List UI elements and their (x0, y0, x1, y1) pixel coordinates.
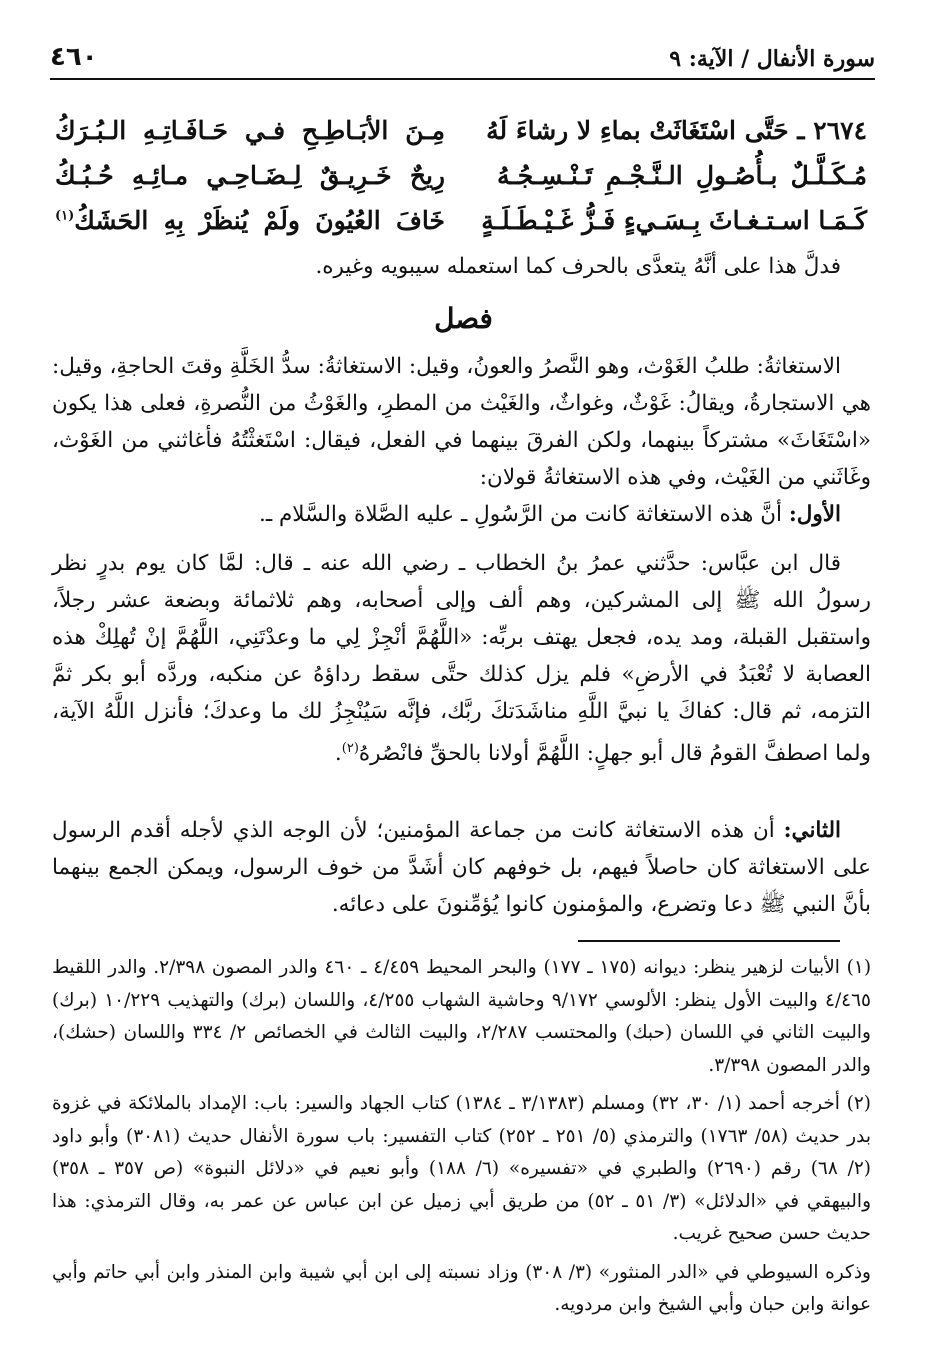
footnote-divider (578, 940, 840, 942)
verse-3-hemistich-1: كَـمَـا اسـتـغـاثَ بِـسَـيءٍ فَـزُّ غَـيْـطَـلَـةٍ (481, 206, 867, 235)
hadith-text: قال ابن عبَّاس: حدَّثني عمرُ بنُ الخطاب ـ رضي الله عنه ـ قال: لمَّا كان يوم بدرٍ نظر رسولُ الله ﷺ إلى المشركين، وهم ألف وإلى أصحابه، وهم ثلاثمائة وبضعة عشر رجلاً، واستقبل القبلة، ومد يده، فجعل يهتف بربِّه: «اللَّهُمَّ أنْجِزْ لِي ما وعدْتَنِي، اللَّهُمَّ إنْ تُهلِكْ هذه العصابة لا تُعْبَدُ في الأرضِ» فلم يزل كذلك حتَّى سقط رداؤهُ عن منكبه، وردَّه أبو بكر ثمَّ التزمه، ثم قال: كفاكَ يا نبيَّ اللَّهِ مناشَدَتكَ ربَّك، فإنَّه سَيُنْجِزُ لك ما وعدكَ؛ فأنزل اللَّهُ الآية، ولما اصطفَّ القومُ قال أبو جهلٍ: اللَّهُمَّ أولانا بالحقِّ فانْصُرهُ (52, 551, 871, 767)
after-poem-paragraph (52, 248, 871, 285)
section-1 (52, 348, 871, 533)
section-1-text: الاستغاثةُ: طلبُ الغَوْث، وهو النَّصرُ والعونُ، وقيل: الاستغاثةُ: سدُّ الخَلَّةِ وقتَ الحاجةِ، وقيل: هي الاستجارةُ، ويقالُ: غَوْثٌ، وغواثٌ، والغَيْث من المطرِ، والغَوْثُ من النُّصرةِ، فعلى هذا يكون «اسْتَغَاثَ» مشتركاً بينهما، ولكن الفرقَ بينهما في الفعل، فيقال: اسْتَغثْتُهُ فأغاثني من الغَوْث، وغَاثَني من الغَيْث، وفي هذه الاستغاثةُ قولان: (51, 354, 871, 490)
footnote-2-continued: وذكره السيوطي في «الدر المنثور» (٣/ ٣٠٨) وزاد نسبته إلى ابن أبي شيبة وابن المنذر وابن أبي حاتم وأبي عوانة وابن حبان وأبي الشيخ وابن مردويه. (52, 1261, 871, 1315)
first-opinion-text: أنَّ هذه الاستغاثة كانت من الرَّسُولِ ـ عليه الصَّلاة والسَّلام ـ. (259, 502, 789, 527)
verse-2-hemistich-1: مُـكَـلَّـلٌ بـأُصُـولِ الـنَّـجْـمِ تَـنْـسِـجُـهُ (497, 161, 867, 190)
poem-block (55, 108, 867, 243)
running-header (50, 40, 875, 80)
footnote-ref-1: (١) (55, 208, 75, 224)
verse-1 (55, 108, 867, 153)
second-opinion-text: أن هذه الاستغاثة كانت من جماعة المؤمنين؛ لأن الوجه الذي لأجله أقدم الرسول على الاستغاثة كان حاصلاً فيهم، بل خوفهم كان أشَدَّ من خوف الرسول، ويمكن الجمع بينهما بأنَّ النبي ﷺ دعا وتضرع، والمؤمنون كانوا يُؤمِّنونَ على دعائه. (52, 818, 871, 917)
page-number: ٤٦٠ (50, 42, 98, 72)
second-opinion-label: الثاني: (783, 818, 841, 843)
footnote-ref-2: (٢) (341, 741, 359, 756)
verse-3-hemistich-2-wrap (55, 206, 445, 235)
footnote-1: (١) الأبيات لزهير ينظر: ديوانه (١٧٥ ـ ١٧٧) والبحر المحيط ٤/٤٥٩ ـ ٤٦٠ والدر المصون ٢/٣٩٨. والدر اللقيط ٤/٤٦٥ والبيت الأول ينظر: الألوسي ٩/١٧٢ وحاشية الشهاب ٤/٢٥٥، واللسان (برك) والتهذيب ١٠/٢٢٩ (برك) والبيت الثاني في اللسان (حبك) والمحتسب ٢/٢٨٧، والبيت الثالث في الخصائص ٢/ ٣٣٤ واللسان (حشك)، والدر المصون ٣/٣٩٨. (52, 957, 872, 1076)
section-2 (52, 545, 871, 772)
verse-1-hemistich-2: مِـنَ الأبَـاطِـحِ فـي حَـافَـاتِـهِ الـبُـرَكُ (55, 116, 445, 145)
surah-title: سورة الأنفال / الآية: ٩ (669, 46, 875, 72)
section-3 (52, 812, 871, 923)
verse-3 (55, 198, 867, 243)
after-poem-text: فدلَّ هذا على أنَّهُ يتعدَّى بالحرف كما استعمله سيبويه وغيره. (315, 254, 841, 279)
second-opinion-paragraph (52, 812, 871, 923)
footnotes (52, 952, 871, 1328)
verse-3-hemistich-2: خَافَ العُيُونَ ولَمْ يُنظَرْ بِهِ الحَشَكُ (74, 206, 445, 235)
hadith-paragraph: قال ابن عبَّاس: حدَّثني عمرُ بنُ الخطاب ـ رضي الله عنه ـ قال: لمَّا كان يوم بدرٍ نظر رسولُ الله ﷺ إلى المشركين، وهم ألف وإلى أصحابه، وهم ثلاثمائة وبضعة عشر رجلاً، واستقبل القبلة، ومد يده، فجعل يهتف بربِّه: «اللَّهُمَّ أنْجِزْ لِي ما وعدْتَنِي، اللَّهُمَّ إنْ تُهلِكْ هذه العصابة لا تُعْبَدُ في الأرضِ» فلم يزل كذلك حتَّى سقط رداؤهُ عن منكبه، وردَّه أبو بكر ثمَّ التزمه، ثم قال: كفاكَ يا نبيَّ اللَّهِ مناشَدَتكَ ربَّك، فإنَّه سَيُنْجِزُ لك ما وعدكَ؛ فأنزل اللَّهُ الآية، ولما اصطفَّ القومُ قال أبو جهلٍ: اللَّهُمَّ أولانا بالحقِّ فانْصُرهُ$^{(٢)}$. (52, 551, 871, 767)
first-opinion-label: الأول: (788, 502, 841, 527)
section-heading: فصل (434, 302, 493, 335)
verse-1-hemistich-1: ٢٦٧٤ ـ حَتَّى اسْتَغَاثَتْ بماءِ لا رشاءَ لَهُ (486, 116, 867, 145)
footnote-2: (٢) أخرجه أحمد (١/ ٣٠، ٣٢) ومسلم (٣/١٣٨٣ ـ ١٣٨٤) كتاب الجهاد والسير: باب: الإمداد بالملائكة في غزوة بدر حديث (٥٨/ ١٧٦٣) والترمذي (٥/ ٢٥١ ـ ٢٥٢) كتاب التفسير: باب سورة الأنفال حديث (٣٠٨١) وأبو داود (٢/ ٦٨) رقم (٢٦٩٠) والطبري في «تفسيره» (٦/ ١٨٨) وأبو نعيم في «دلائل النبوة» (ص ٣٥٧ ـ ٣٥٨) والبيهقي في «الدلائل» (٣/ ٥١ ـ ٥٢) من طريق أبي زميل عن ابن عباس عن عمر به، وقال الترمذي: هذا حديث حسن صحيح غريب. (52, 1093, 872, 1244)
first-opinion-paragraph (52, 496, 871, 533)
verse-2 (55, 153, 867, 198)
verse-2-hemistich-2: رِيحٌ خَـرِيـقٌ لِـضَـاحِـي مـائِـهِ حُـبُـكُ (55, 161, 445, 190)
